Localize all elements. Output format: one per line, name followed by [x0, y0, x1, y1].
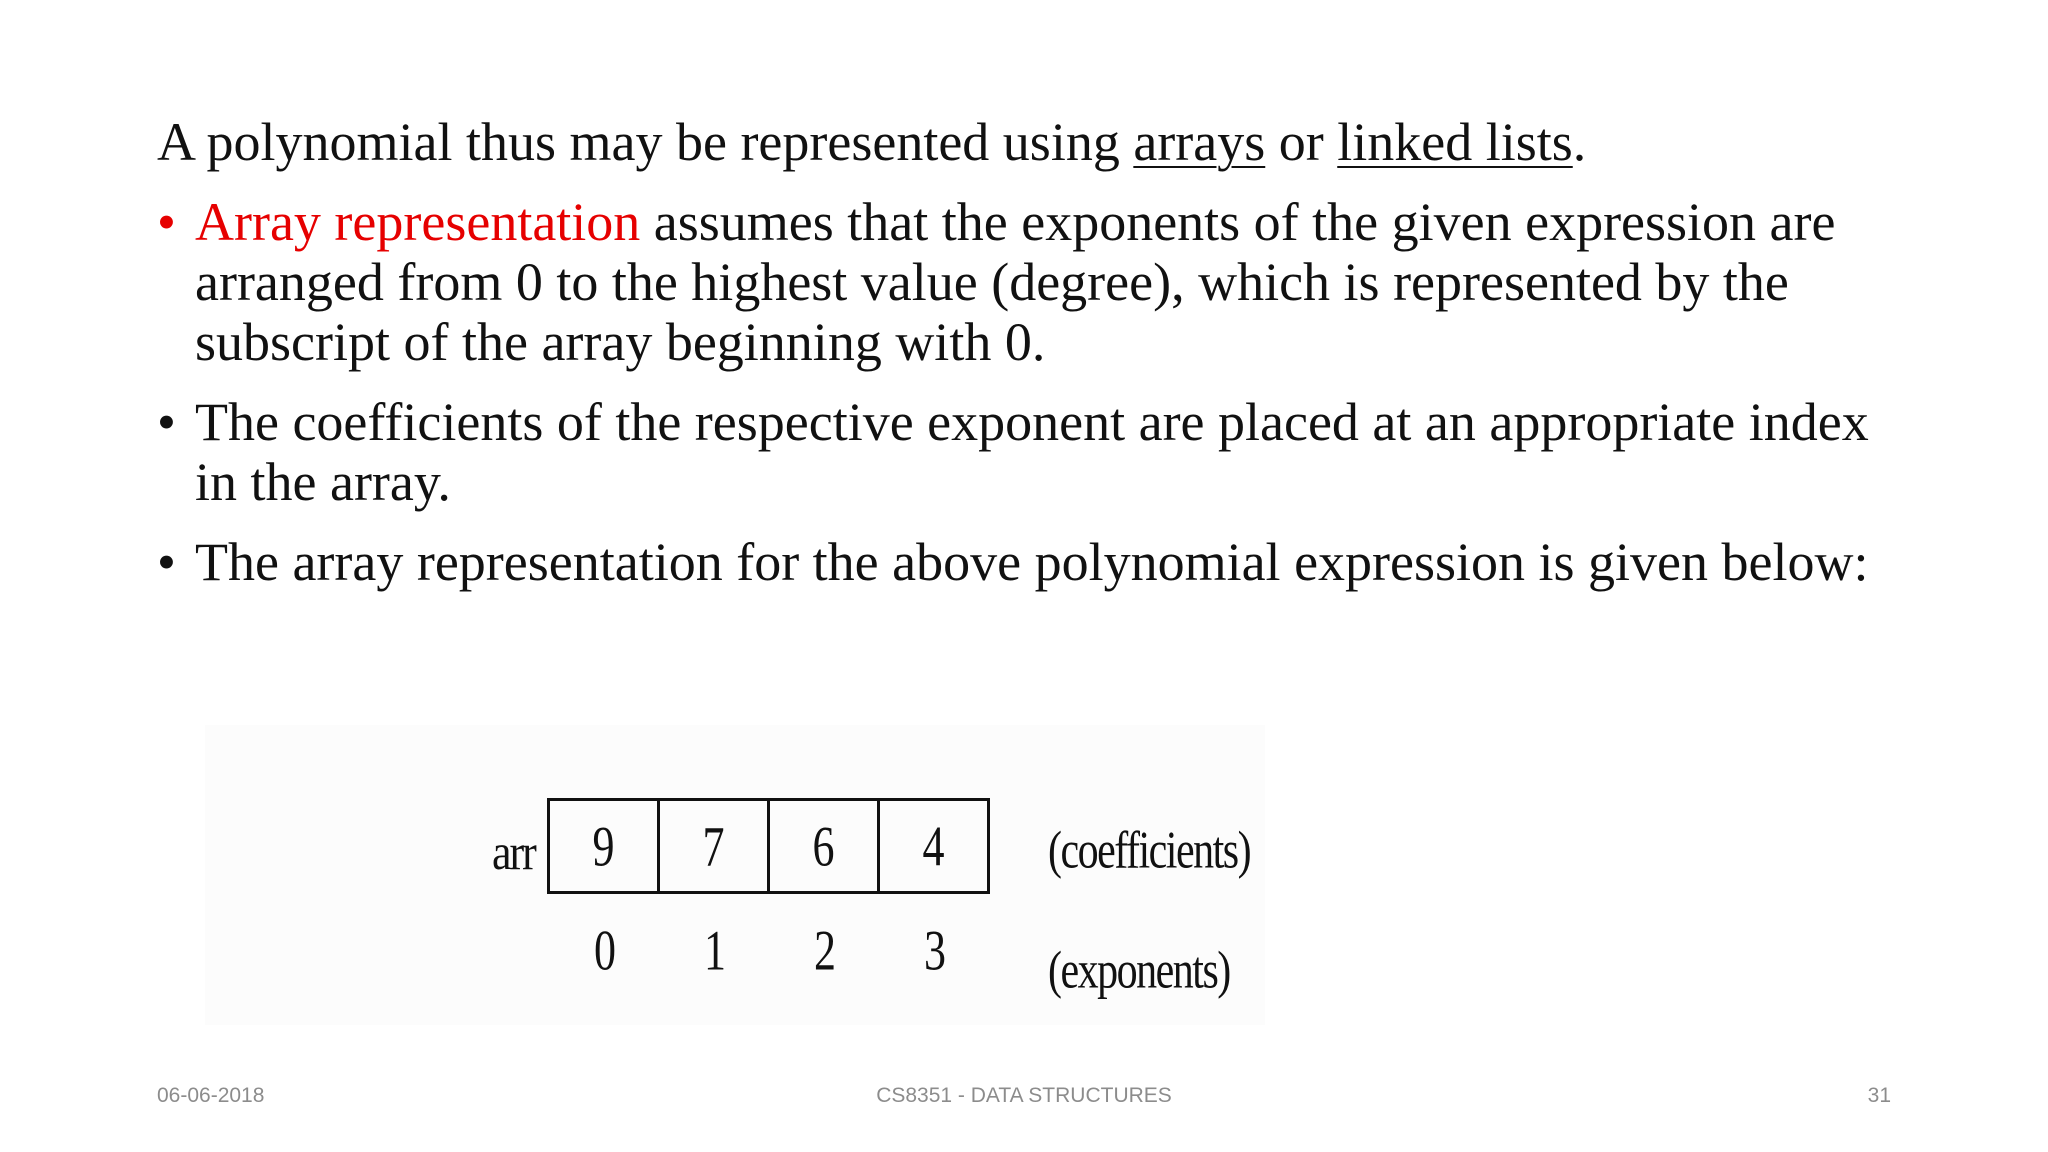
coefficient-value: 4: [922, 814, 945, 878]
array-label: arr: [492, 824, 535, 881]
bullet-coefficients: [157, 392, 1917, 512]
highlight-term: Array representation: [195, 192, 641, 252]
intro-line: [157, 110, 1586, 174]
coefficient-value: 6: [812, 814, 835, 878]
exponent-index: [880, 918, 990, 983]
bullet-marker: •: [157, 192, 176, 252]
footer-date: 06-06-2018: [157, 1084, 265, 1107]
exponent-index: [550, 918, 660, 983]
coefficient-value: 7: [702, 814, 725, 878]
coefficients-note: (coefficients): [1048, 822, 1251, 880]
footer-page-number: 31: [1867, 1084, 1891, 1107]
exponent-index: [660, 918, 770, 983]
exponent-indices: [550, 918, 990, 983]
intro-middle: or: [1265, 112, 1338, 172]
array-cell: [877, 801, 987, 891]
exponent-value: 3: [924, 918, 946, 983]
linked-lists-link[interactable]: linked lists: [1337, 112, 1573, 172]
bullet-array-representation: [157, 192, 1917, 372]
intro-suffix: .: [1572, 112, 1587, 172]
exponents-note: (exponents): [1048, 942, 1230, 1000]
exponent-value: 2: [814, 918, 836, 983]
arrays-link[interactable]: arrays: [1133, 112, 1266, 172]
array-figure: [205, 725, 1265, 1025]
array-cell: [767, 801, 877, 891]
array-cells: [547, 798, 990, 894]
bullet-text: The array representation for the above polynomial expression is given below:: [195, 532, 1869, 592]
bullet-text: The coefficients of the respective exponent are placed at an appropriate index in the array.: [195, 392, 1869, 512]
bullet-array-given: [157, 532, 1917, 592]
footer-title: CS8351 - DATA STRUCTURES: [876, 1084, 1172, 1107]
exponent-value: 1: [704, 918, 726, 983]
bullet-marker: •: [157, 392, 176, 452]
array-cell: [657, 801, 767, 891]
array-cell: [550, 801, 657, 891]
exponent-index: [770, 918, 880, 983]
coefficient-value: 9: [592, 814, 615, 878]
intro-prefix: A polynomial thus may be represented using: [157, 112, 1134, 172]
bullet-marker: •: [157, 532, 176, 592]
bullet-text: assumes that the exponents of the given expression are arranged from 0 to the highest value (degree), which is represented by the subscript of the array beginning with 0.: [195, 192, 1836, 372]
bullet-list: [157, 192, 1917, 612]
exponent-value: 0: [594, 918, 616, 983]
